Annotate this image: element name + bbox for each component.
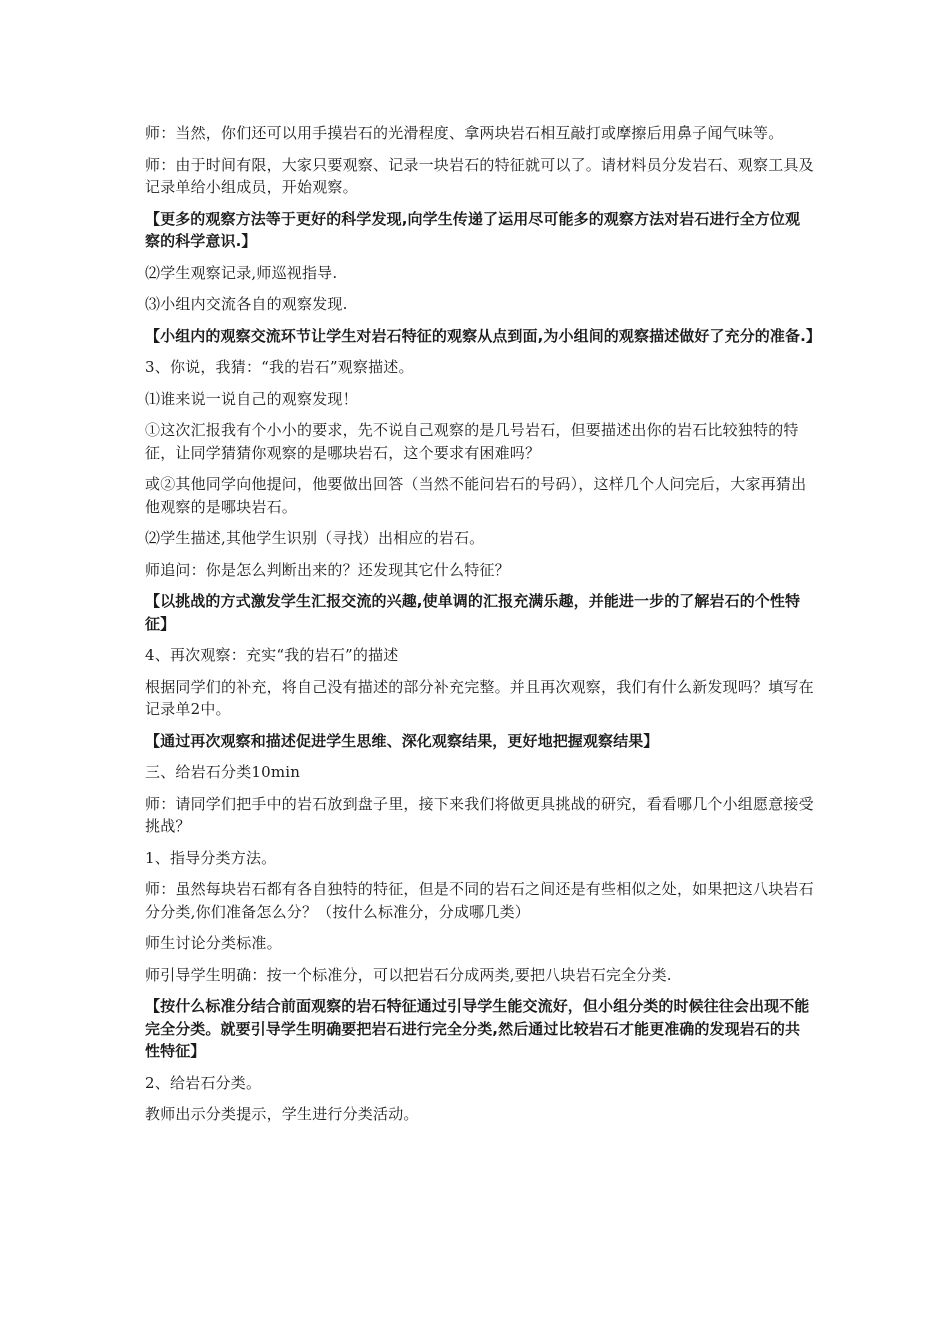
body-paragraph: ⑶小组内交流各自的观察发现.	[145, 295, 348, 313]
body-paragraph: 师：由于时间有限，大家只要观察、记录一块岩石的特征就可以了。请材料员分发岩石、观察工具及记录单给小组成员，开始观察。	[145, 155, 814, 196]
body-paragraph: 师：当然，你们还可以用手摸岩石的光滑程度、拿两块岩石相互敲打或摩擦后用鼻子闻气味等。	[145, 124, 784, 142]
body-paragraph: 师追问：你是怎么判断出来的？还发现其它什么特征？	[145, 560, 510, 579]
body-paragraph: 或②其他同学向他提问，他要做出回答（当然不能问岩石的号码），这样几个人问完后，大家再猜出他观察的是哪块岩石。	[145, 475, 807, 516]
body-paragraph: 教师出示分类提示，学生进行分类活动。	[145, 1105, 419, 1123]
document-page	[145, 122, 822, 1135]
annotation-paragraph: 【按什么标准分结合前面观察的岩石特征通过引导学生能交流好，但小组分类的时候往往会出现不能完全分类。就要引导学生明确要把岩石进行完全分类,然后通过比较岩石才能更准确的发现岩石的共性特征】	[145, 997, 810, 1060]
body-paragraph: 根据同学们的补充，将自己没有描述的部分补充完整。并且再次观察，我们有什么新发现吗？填写在记录单2中。	[145, 677, 814, 718]
body-paragraph: 2、给岩石分类。	[145, 1073, 262, 1092]
body-paragraph: 师生讨论分类标准。	[145, 934, 282, 952]
body-paragraph: ①这次汇报我有个小小的要求，先不说自己观察的是几号岩石，但要描述出你的岩石比较独特的特征，让同学猜猜你观察的是哪块岩石，这个要求有困难吗？	[145, 421, 799, 462]
annotation-paragraph: 【小组内的观察交流环节让学生对岩石特征的观察从点到面,为小组间的观察描述做好了充分的准备.】	[145, 326, 822, 345]
annotation-paragraph: 【通过再次观察和描述促进学生思维、深化观察结果，更好地把握观察结果】	[145, 731, 659, 750]
body-paragraph: 师：请同学们把手中的岩石放到盘子里，接下来我们将做更具挑战的研究，看看哪几个小组愿意接受挑战？	[145, 794, 814, 835]
body-paragraph: 师：虽然每块岩石都有各自独特的特征，但是不同的岩石之间还是有些相似之处，如果把这八块岩石分分类,你们准备怎么分？（按什么标准分，分成哪几类）	[145, 880, 814, 921]
annotation-paragraph: 【以挑战的方式激发学生汇报交流的兴趣,使单调的汇报充满乐趣，并能进一步的了解岩石的个性特征】	[145, 592, 801, 633]
body-paragraph: 1、指导分类方法。	[145, 848, 277, 867]
body-paragraph: 师引导学生明确：按一个标准分，可以把岩石分成两类,要把八块岩石完全分类.	[145, 965, 672, 984]
body-paragraph: ⑵学生描述,其他学生识别（寻找）出相应的岩石。	[145, 529, 485, 547]
annotation-paragraph: 【更多的观察方法等于更好的科学发现,向学生传递了运用尽可能多的观察方法对岩石进行全方位观察的科学意识.】	[145, 209, 801, 250]
body-paragraph: 3、你说，我猜：“我的岩石”观察描述。	[145, 358, 414, 376]
body-paragraph: 三、给岩石分类10min	[145, 763, 301, 781]
body-paragraph: ⑴谁来说一说自己的观察发现！	[145, 389, 358, 408]
body-paragraph: 4、再次观察：充实“我的岩石”的描述	[145, 646, 399, 664]
body-paragraph: ⑵学生观察记录,师巡视指导.	[145, 263, 338, 282]
